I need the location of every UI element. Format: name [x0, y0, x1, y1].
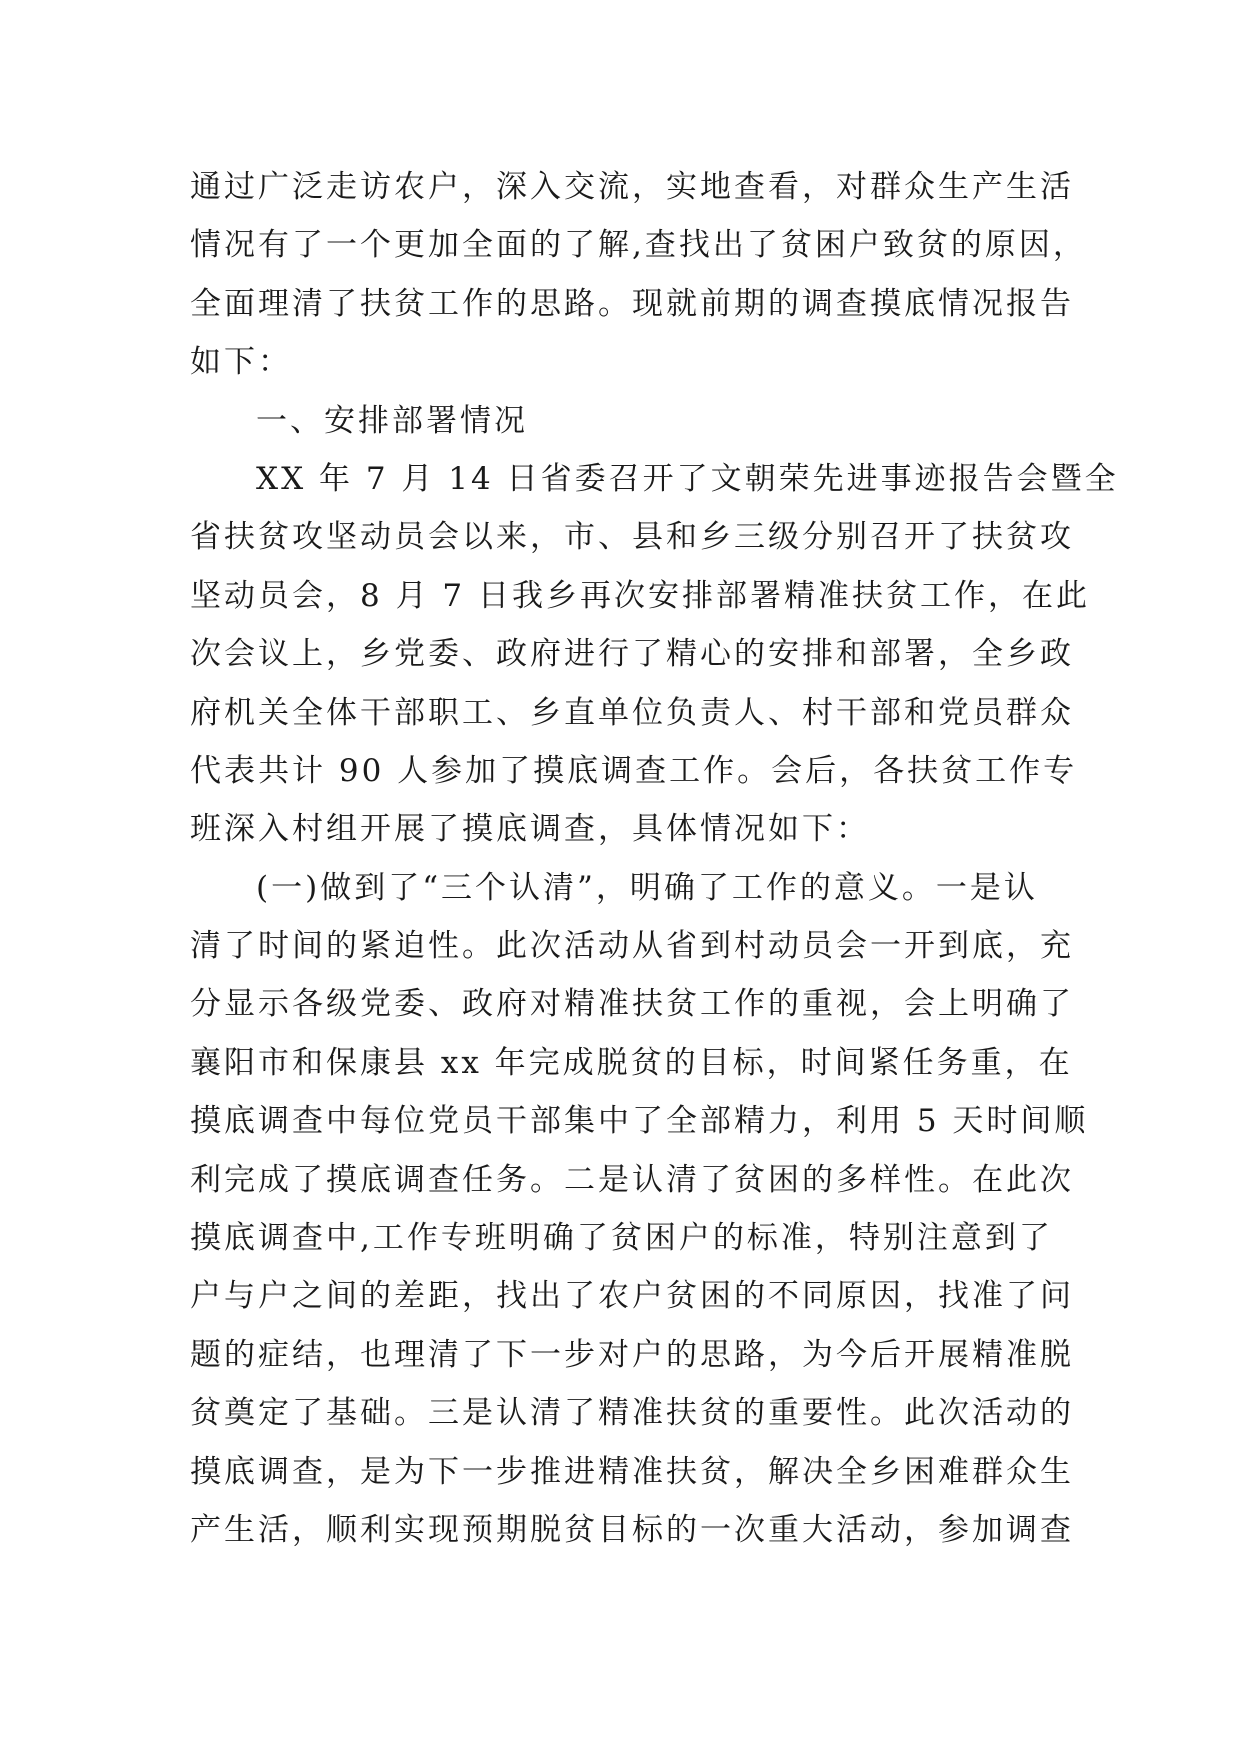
text-line: 代表共计 90 人参加了摸底调查工作。会后，各扶贫工作专 — [190, 752, 1078, 789]
text-line: 省扶贫攻坚动员会以来，市、县和乡三级分别召开了扶贫攻 — [190, 519, 1074, 556]
text-line: 次会议上，乡党委、政府进行了精心的安排和部署，全乡政 — [190, 636, 1074, 673]
text-line: 题的症结，也理清了下一步对户的思路，为今后开展精准脱 — [190, 1336, 1074, 1373]
text-line: 坚动员会，8 月 7 日我乡再次安排部署精准扶贫工作，在此 — [190, 577, 1091, 614]
text-line: 情况有了一个更加全面的了解,查找出了贫困户致贫的原因， — [190, 227, 1087, 264]
section-heading: 一、安排部署情况 — [256, 402, 528, 439]
text-line: 清了时间的紧迫性。此次活动从省到村动员会一开到底，充 — [190, 928, 1074, 965]
text-line: XX 年 7 月 14 日省委召开了文朝荣先进事迹报告会暨全 — [256, 460, 1119, 497]
text-line: 户与户之间的差距，找出了农户贫困的不同原因，找准了问 — [190, 1278, 1074, 1315]
body-text — [190, 158, 1119, 1559]
text-line: 如下： — [190, 344, 292, 381]
text-line: 贫奠定了基础。三是认清了精准扶贫的重要性。此次活动的 — [190, 1395, 1074, 1432]
text-line: 摸底调查中,工作专班明确了贫困户的标准，特别注意到了 — [190, 1220, 1053, 1257]
text-line: 利完成了摸底调查任务。二是认清了贫困的多样性。在此次 — [190, 1161, 1074, 1198]
text-line: 班深入村组开展了摸底调查，具体情况如下： — [190, 811, 870, 848]
text-line: 襄阳市和保康县 xx 年完成脱贫的目标，时间紧任务重，在 — [190, 1044, 1073, 1081]
text-line: 产生活，顺利实现预期脱贫目标的一次重大活动，参加调查 — [190, 1511, 1074, 1548]
text-line: 府机关全体干部职工、乡直单位负责人、村干部和党员群众 — [190, 694, 1074, 731]
text-line: 摸底调查中每位党员干部集中了全部精力，利用 5 天时间顺 — [190, 1103, 1089, 1140]
text-line: 全面理清了扶贫工作的思路。现就前期的调查摸底情况报告 — [190, 285, 1074, 322]
text-line: 摸底调查，是为下一步推进精准扶贫，解决全乡困难群众生 — [190, 1453, 1074, 1490]
text-line: 分显示各级党委、政府对精准扶贫工作的重视，会上明确了 — [190, 986, 1074, 1023]
subsection-heading: (一)做到了“三个认清”，明确了工作的意义。一是认 — [256, 869, 1038, 906]
text-line: 通过广泛走访农户，深入交流，实地查看，对群众生产生活 — [190, 169, 1074, 205]
